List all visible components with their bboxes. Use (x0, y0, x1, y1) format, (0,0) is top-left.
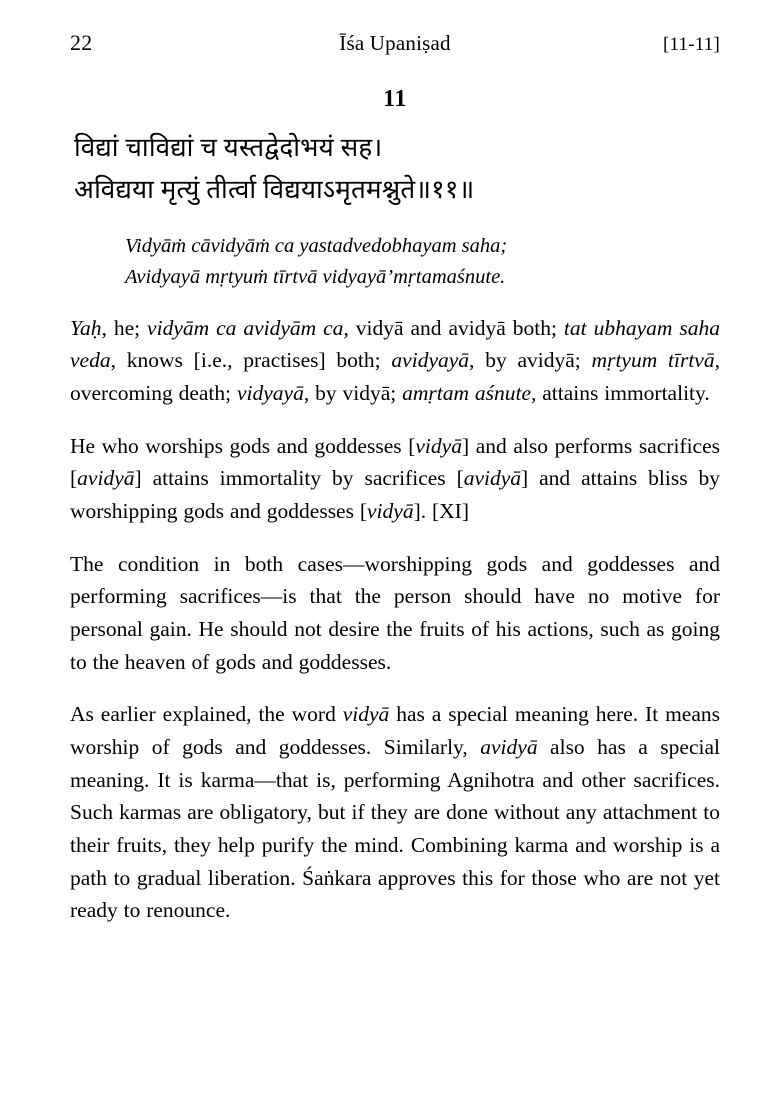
running-head (70, 30, 720, 64)
text-run: attains immortality. (536, 380, 710, 405)
commentary-paragraph-2 (70, 548, 720, 679)
text-run: He who worships gods and goddesses [ (70, 433, 416, 458)
text-run: , overcoming death; (70, 348, 720, 405)
sanskrit-term: mṛtyum tīrtvā (591, 348, 715, 373)
sanskrit-term: avidyayā (391, 348, 470, 373)
sanskrit-term: tat ubhayam saha veda (70, 315, 720, 373)
sanskrit-term: avidyā (480, 734, 538, 759)
sanskrit-term: vidyām ca avidyām ca (147, 315, 344, 340)
transliteration-line-2: Avidyayā mṛtyuṁ tīrtvā vidyayā’mṛtamaśnute. (125, 266, 506, 289)
sanskrit-term: avidyā (77, 466, 135, 491)
sanskrit-term: Yaḥ (70, 315, 102, 340)
sanskrit-term: vidyayā (236, 380, 304, 405)
text-run: , vidyā and avidyā both; (343, 315, 564, 340)
sanskrit-term: vidyā (367, 498, 414, 523)
page-number: 22 (70, 30, 93, 55)
devanagari-verse (70, 127, 720, 211)
text-run: The condition in both cases—worshipping gods and goddesses and performing sacrifices—is that the person should have no motive for personal gain. He should not desire the fruits of his actions, such as going to the heaven of gods and goddesses. (70, 551, 720, 674)
text-run: As earlier explained, the word (70, 702, 343, 727)
book-title: Īśa Upaniṣad (339, 31, 451, 55)
text-run: ] and attains bliss by worshipping gods and goddesses [ (70, 466, 720, 523)
sanskrit-term: vidyā (342, 702, 390, 727)
sanskrit-term: avidyā (463, 466, 522, 491)
text-run: , by avidyā; (469, 348, 592, 373)
word-gloss-paragraph (70, 312, 720, 410)
text-run: , by vidyā; (303, 380, 403, 405)
text-run: , knows [i.e., practises] both; (110, 348, 392, 373)
commentary-paragraph-1 (70, 430, 720, 528)
text-run: ] attains immortality by sacrifices [ (134, 466, 464, 491)
commentary-paragraph-3 (70, 698, 720, 927)
transliteration-line-1: Vidyāṁ cāvidyāṁ ca yastadvedobhayam saha; (125, 235, 508, 258)
text-run: ] and also performs sacrifices [ (70, 433, 720, 491)
text-run: ]. [XI] (413, 498, 469, 523)
text-run: has a special meaning here. It means worship of gods and goddesses. Similarly, (70, 702, 720, 759)
text-run: also has a special meaning. It is karma—that is, performing Agnihotra and other sacrifices. Such karmas are obligatory, but if they are done without any attachment to their fruits, they help purify the mind. Combining karma and worship is a path to gradual liberation. Śaṅkara approves this for those who are not yet ready to renounce. (70, 734, 720, 923)
text-run: , he; (101, 315, 148, 340)
verse-reference: [11-11] (663, 34, 720, 55)
verse-number-heading: 11 (383, 86, 407, 112)
sanskrit-term: vidyā (415, 433, 462, 458)
devanagari-line-1: विद्यां चाविद्यां च यस्तद्वेदोभयं सह। (74, 133, 383, 162)
sanskrit-term: amṛtam aśnute, (402, 380, 537, 405)
devanagari-line-2: अविद्यया मृत्युं तीर्त्वा विद्ययाऽमृतमश्नुते॥११॥ (74, 175, 475, 205)
transliteration-block (70, 231, 720, 293)
